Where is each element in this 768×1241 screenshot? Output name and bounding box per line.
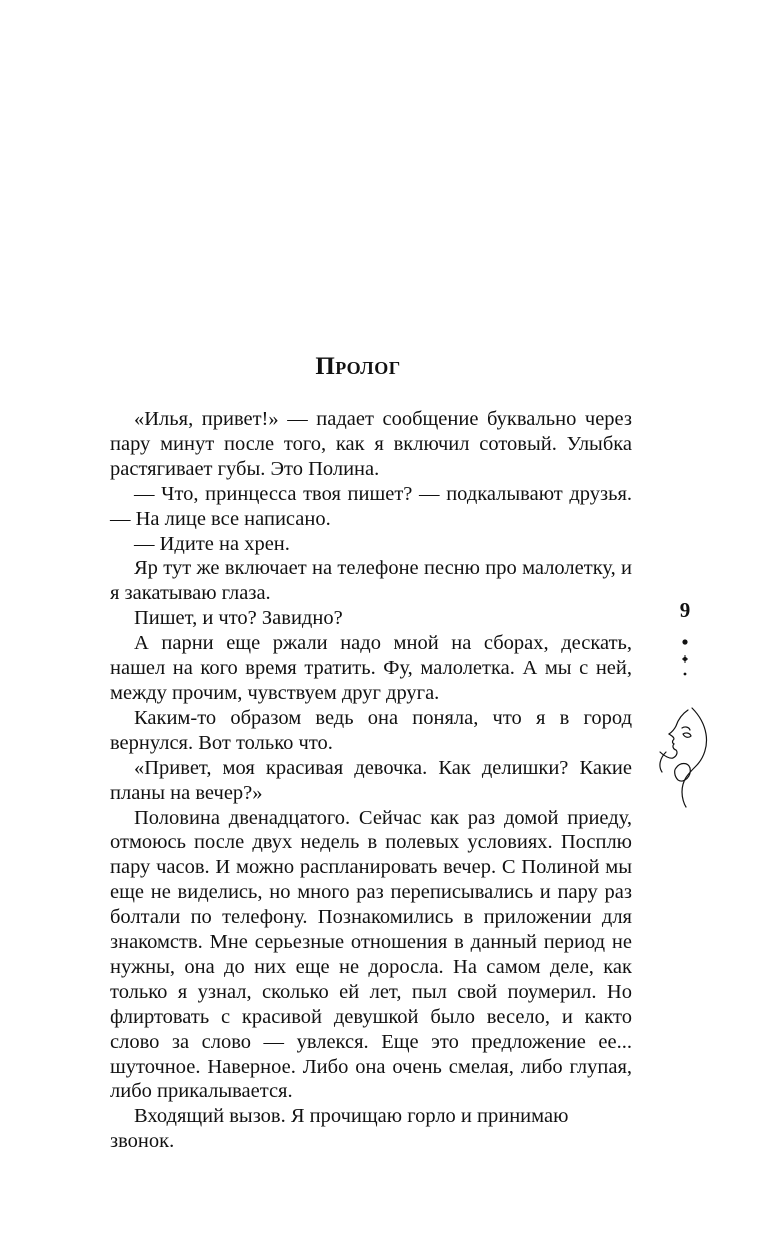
- dots-ornament-icon: [677, 638, 693, 686]
- paragraph: Каким-то образом ведь она поняла, что я в город вернулся. Вот только что.: [110, 706, 632, 754]
- face-line-drawing-icon: [652, 706, 716, 808]
- paragraph: «Илья, привет!» — падает сообщение буквально через пару минут после того, как я включил сотовый. Улыбка растягивает губы. Это Полина.: [110, 408, 632, 480]
- paragraph: А парни еще ржали надо мной на сборах, дескать, нашел на кого время тратить. Фу, малолетка. А мы с ней, между прочим, чувствуем друг друга.: [110, 632, 632, 704]
- chapter-title: Пролог: [315, 353, 401, 380]
- page-number: 9: [679, 598, 691, 622]
- paragraph: Яр тут же включает на телефоне песню про малолетку, и я закатываю глаза.: [110, 557, 632, 605]
- paragraph: — Что, принцесса твоя пишет? — подкалывают друзья. — На лице все написано.: [110, 482, 632, 530]
- paragraph: Пишет, и что? Завидно?: [134, 607, 343, 630]
- paragraph: Входящий вызов. Я прочищаю горло и принимаю звонок.: [110, 1105, 569, 1153]
- paragraph: Половина двенадцатого. Сейчас как раз домой приеду, отмоюсь после двух недель в полевых условиях. Посплю пару часов. И можно распланировать вечер. С Полиной мы еще не виделись, но много раз переписывались и пару раз болтали по телефону. Познакомились в приложении для знакомств. Мне серьезные отношения в данный период не нужны, она до них еще не доросла. На самом деле, как только я узнал, сколько ей лет, пыл свой поумерил. Но флиртовать с красивой девушкой было весело, и както слово за слово — увлекся. Еще это предложение ее... шуточное. Наверное. Либо она очень смелая, либо глупая, либо прикалывается.: [110, 806, 632, 1103]
- chapter-text: [110, 407, 632, 1154]
- paragraph: «Привет, моя красивая девочка. Как делишки? Какие планы на вечер?»: [110, 756, 632, 804]
- paragraph: — Идите на хрен.: [134, 532, 290, 555]
